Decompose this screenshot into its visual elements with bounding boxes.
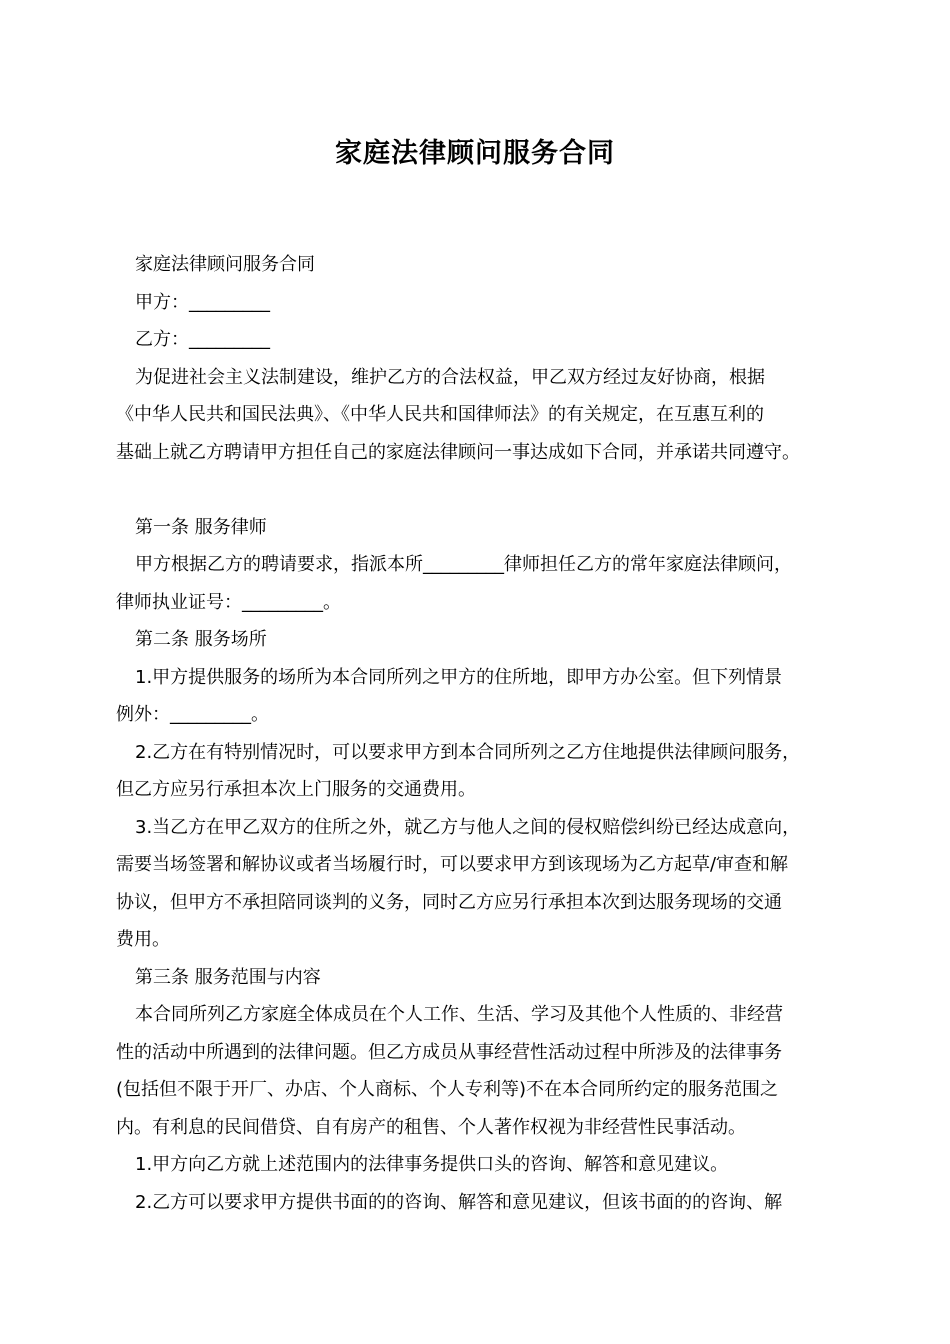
article-1-text: 甲方根据乙方的聘请要求，指派本所_________律师担任乙方的常年家庭法律顾问， bbox=[135, 554, 792, 575]
article-3-text: 内。有利息的民间借贷、自有房产的租售、个人著作权视为非经营性民事活动。 bbox=[116, 1116, 746, 1138]
article-2-item-2: 但乙方应另行承担本次上门服务的交通费用。 bbox=[116, 779, 476, 800]
article-3-text: (包括但不限于开厂、办店、个人商标、个人专利等)不在本合同所约定的服务范围之 bbox=[116, 1079, 779, 1100]
article-1-heading: 第一条 服务律师 bbox=[135, 516, 267, 538]
preamble-line: 基础上就乙方聘请甲方担任自己的家庭法律顾问一事达成如下合同，并承诺共同遵守。 bbox=[116, 441, 800, 463]
article-2-item-2: 2.乙方在有特别情况时，可以要求甲方到本合同所列之乙方住地提供法律顾问服务， bbox=[135, 741, 801, 763]
article-2-item-3: 费用。 bbox=[116, 929, 170, 950]
article-3-heading: 第三条 服务范围与内容 bbox=[135, 966, 321, 988]
article-3-text: 本合同所列乙方家庭全体成员在个人工作、生活、学习及其他个人性质的、非经营 bbox=[135, 1004, 783, 1025]
preamble-line: 为促进社会主义法制建设，维护乙方的合法权益，甲乙双方经过友好协商，根据 bbox=[135, 366, 765, 388]
blank-line bbox=[116, 471, 840, 509]
document-title: 家庭法律顾问服务合同 bbox=[335, 138, 615, 169]
article-3-item-2: 2.乙方可以要求甲方提供书面的的咨询、解答和意见建议，但该书面的的咨询、解 bbox=[135, 1191, 783, 1213]
article-3-item-1: 1.甲方向乙方就上述范围内的法律事务提供口头的咨询、解答和意见建议。 bbox=[135, 1154, 729, 1175]
article-1-text: 律师执业证号：_________。 bbox=[116, 591, 341, 613]
article-2-item-3: 需要当场签署和解协议或者当场履行时，可以要求甲方到该现场为乙方起草/审查和解 bbox=[116, 854, 789, 875]
party-a-line: 甲方：_________ bbox=[135, 291, 270, 313]
article-2-item-3: 协议，但甲方不承担陪同谈判的义务，同时乙方应另行承担本次到达服务现场的交通 bbox=[116, 891, 782, 913]
document-body bbox=[116, 246, 840, 1221]
article-3-text: 性的活动中所遇到的法律问题。但乙方成员从事经营性活动过程中所涉及的法律事务 bbox=[116, 1041, 782, 1063]
preamble-line: 《中华人民共和国民法典》、《中华人民共和国律师法》的有关规定，在互惠互利的 bbox=[116, 404, 764, 425]
heading-line: 家庭法律顾问服务合同 bbox=[135, 254, 315, 275]
article-2-item-3: 3.当乙方在甲乙双方的住所之外，就乙方与他人之间的侵权赔偿纠纷已经达成意向， bbox=[135, 816, 801, 838]
article-2-heading: 第二条 服务场所 bbox=[135, 629, 267, 650]
party-b-line: 乙方：_________ bbox=[135, 329, 270, 350]
article-2-item-1: 1.甲方提供服务的场所为本合同所列之甲方的住所地，即甲方办公室。但下列情景 bbox=[135, 666, 783, 688]
article-2-item-1: 例外：_________。 bbox=[116, 704, 269, 725]
